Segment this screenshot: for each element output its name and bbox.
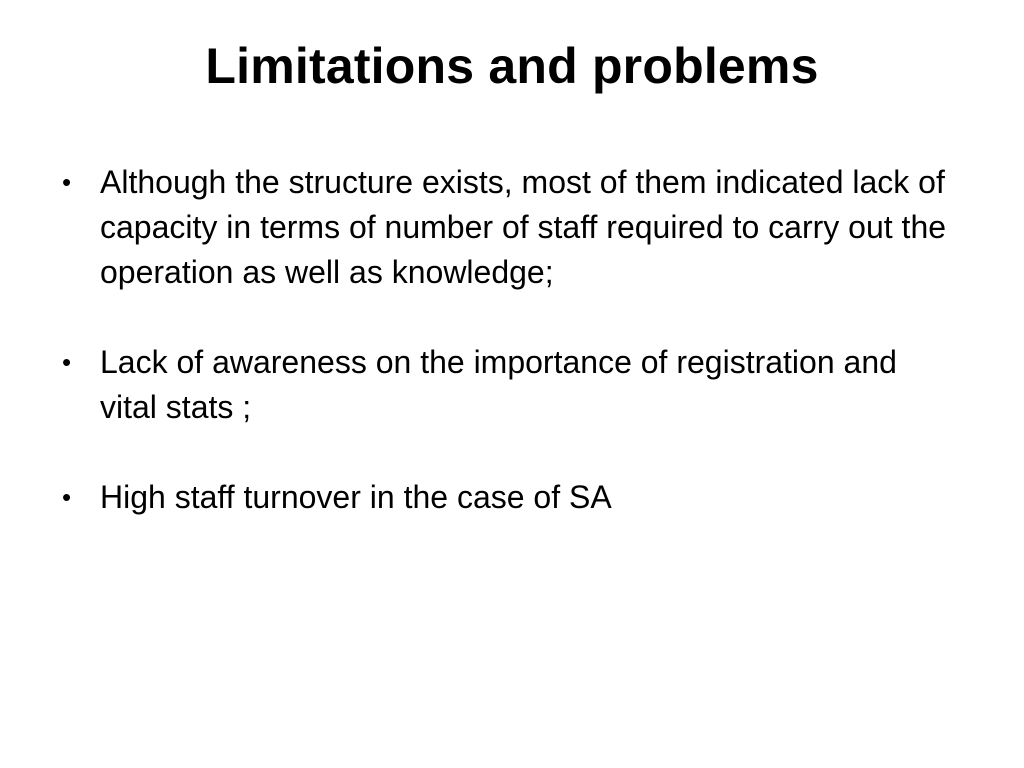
bullet-text: High staff turnover in the case of SA — [100, 479, 612, 515]
slide-title: Limitations and problems — [205, 38, 819, 94]
bullet-text: Lack of awareness on the importance of registration and vital stats ; — [100, 344, 897, 425]
bullet-icon: • — [62, 347, 72, 377]
bullet-text: Although the structure exists, most of them indicated lack of capacity in terms of number of staff required to carry out the operation as well as knowledge; — [100, 164, 947, 290]
bullet-icon: • — [62, 167, 72, 197]
bullet-list — [58, 160, 958, 520]
bullet-item — [58, 475, 958, 520]
bullet-item — [58, 160, 958, 295]
bullet-icon: • — [62, 482, 72, 512]
bullet-item — [58, 340, 958, 430]
